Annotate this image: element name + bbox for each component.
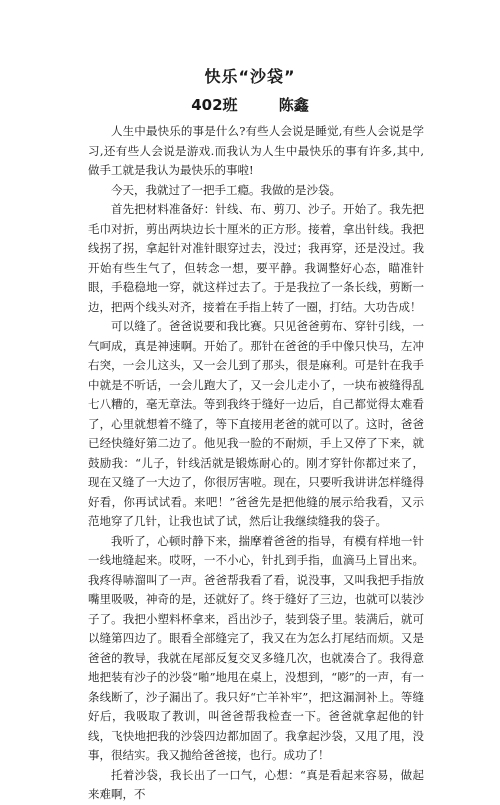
byline xyxy=(0,94,500,115)
author-name: 陈鑫 xyxy=(278,96,309,114)
paragraph: 首先把材料准备好：针线、布、剪刀、沙子。开始了。我先把毛巾对折，剪出两块边长十厘米的正方形。接着，拿出针线。我把线拐了拐，拿起针对准针眼穿过去，没过；我再穿，还是没过。我开始有些生气了，但转念一想，要平静。我调整好心态，瞄准针眼，手稳稳地一穿，就这样过去了。于是我拉了一条长线，剪断一边，把两个线头对齐，接着在手指上转了一圈，打结。大功告成！ xyxy=(88,202,424,314)
class-name: 402班 xyxy=(191,96,238,114)
paragraph: 我听了，心顿时静下来，揣摩着爸爸的指导，有模有样地一针一线地缝起来。哎呀，一不小心，针扎到手指，血滴马上冒出来。我疼得哧溜叫了一声。爸爸帮我看了看，说没事，又叫我把手指放嘴里吸吸，神奇的是，还就好了。终于缝好了三边，也就可以装沙子了。我把小塑料杯拿来，舀出沙子，装到袋子里。装满后，就可以缝第四边了。眼看全部缝完了，我又在为怎么打尾结而烦。又是爸爸的教导，我就在尾部反复交叉多缝几次，也就凑合了。我得意地把装有沙子的沙袋“啪”地甩在桌上，没想到，“嘭”的一声，有一条线断了，沙子漏出了。我只好“亡羊补牢”，把这漏洞补上。等缝好后，我吸取了教训，叫爸爸帮我检查一下。爸爸就拿起他的针线，飞快地把我的沙袋四边都加固了。我拿起沙袋，又甩了甩，没事，很结实。我又抛给爸爸接，也行。成功了！ xyxy=(88,533,424,762)
essay-body xyxy=(88,122,424,805)
paragraph: 可以缝了。爸爸说要和我比赛。只见爸爸剪布、穿针引线，一气呵成，真是神速啊。开始了。那针在爸爸的手中像只快马，左冲右突，一会儿这头，又一会儿到了那头，很是麻利。可是针在我手中就是不听话，一会儿跑大了，又一会儿走小了，一块布被缝得乱七八糟的，毫无章法。等到我终于缝好一边后，自己都觉得太难看了，心里就想着不缝了，等下直接用老爸的就可以了。这时，爸爸已经快缝好第二边了。他见我一脸的不耐烦，手上又停了下来，就鼓励我：“儿子，针线活就是锻炼耐心的。刚才穿针你都过来了，现在又缝了一大边了，你很厉害啦。现在，只要听我讲讲怎样缝得好看，你再试试看。来吧！”爸爸先是把他缝的展示给我看，又示范地穿了几针，让我也试了试，然后让我继续缝我的袋子。 xyxy=(88,319,424,528)
paragraph: 今天，我就过了一把手工瘾。我做的是沙袋。 xyxy=(111,182,341,197)
paragraph: 人生中最快乐的事是什么?有些人会说是睡觉,有些人会说是学习,还有些人会说是游戏.而我认为人生中最快乐的事有许多,其中,做手工就是我认为最快乐的事啦! xyxy=(88,124,424,177)
page-title: 快乐“沙袋” xyxy=(204,67,296,86)
paragraph: 托着沙袋，我长出了一口气，心想：“真是看起来容易，做起来难啊，不 xyxy=(88,767,424,801)
